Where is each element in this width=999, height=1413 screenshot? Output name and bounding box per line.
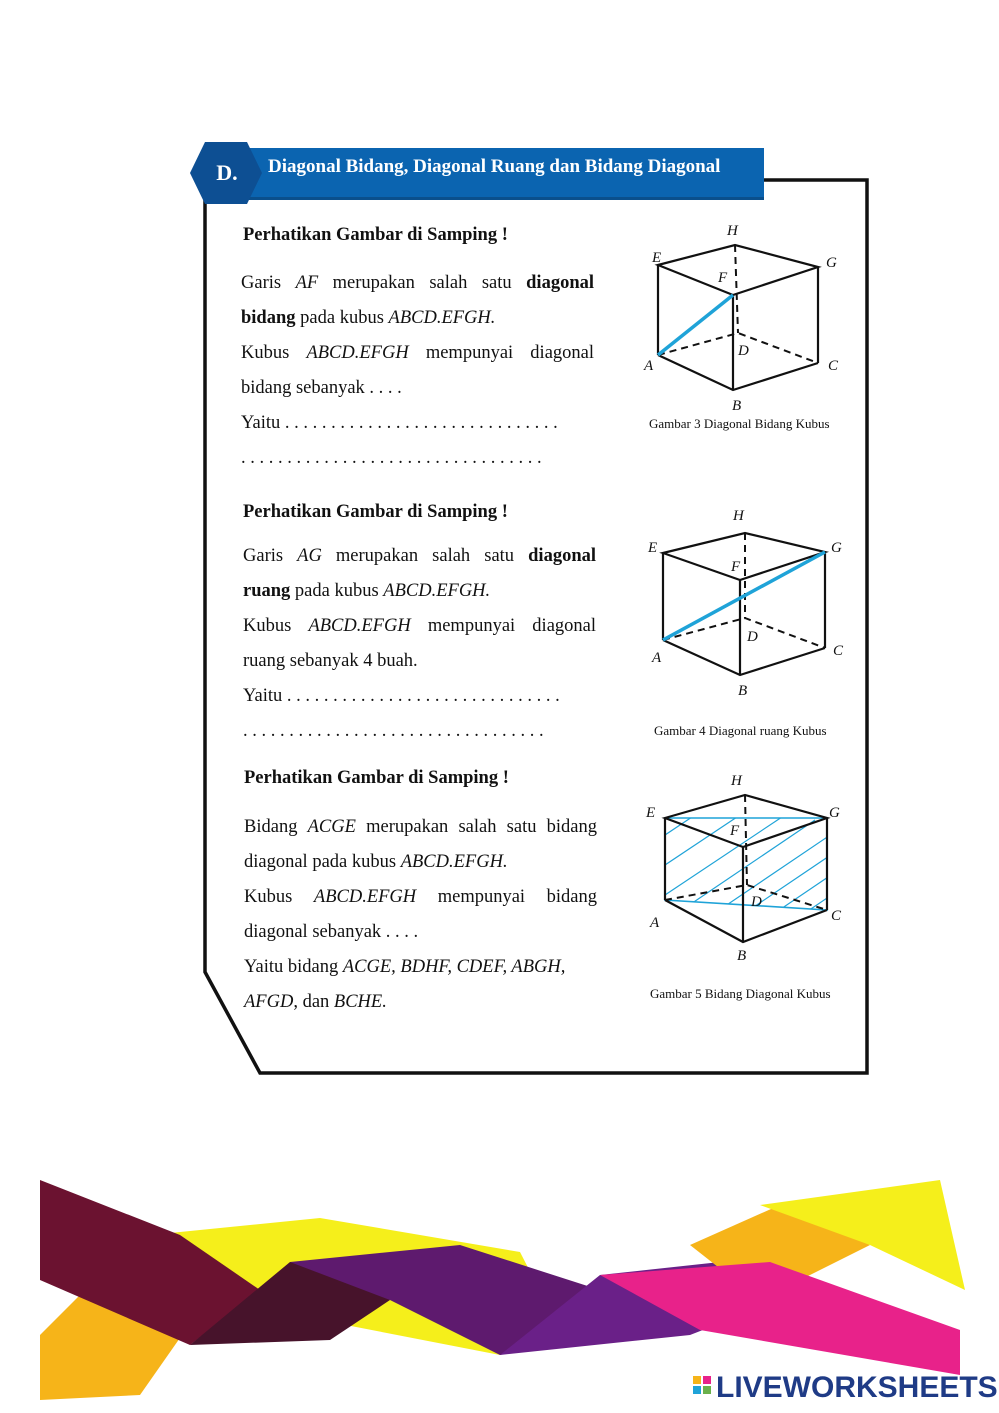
face-diagonal-af [658,295,733,355]
vertex-label-a: A [644,358,654,374]
text-line: diagonal pada kubus ABCD.EFGH. [244,852,508,872]
vertex-label-f: F [731,559,741,575]
logo-mark-icon [693,1376,711,1394]
vertex-label-b: B [738,683,748,699]
figure-caption: Gambar 4 Diagonal ruang Kubus [654,723,827,738]
text-line: Garis AF merupakan salah satu diagonal [241,273,594,293]
vertex-label-h: H [731,773,742,789]
vertex-label-e: E [652,250,662,266]
space-diagonal-ag [663,552,825,640]
vertex-label-a: A [650,915,660,931]
section-heading: Perhatikan Gambar di Samping ! [243,502,508,522]
text-line: Kubus ABCD.EFGH mempunyai bidang [244,887,597,907]
text-line: AFGD, dan BCHE. [244,992,387,1012]
text-line: diagonal sebanyak . . . . [244,922,419,942]
text-line: bidang pada kubus ABCD.EFGH. [241,308,496,328]
section-face-diagonal [243,218,594,476]
liveworksheets-logo[interactable]: LIVEWORKSHEETS [716,1371,998,1404]
vertex-label-c: C [833,643,844,659]
section-badge-label: D. [216,160,238,185]
vertex-label-f: F [718,270,728,286]
vertex-label-d: D [751,894,762,910]
text-line: ruang pada kubus ABCD.EFGH. [243,581,491,601]
section-heading: Perhatikan Gambar di Samping ! [244,768,509,788]
text-line: Kubus ABCD.EFGH mempunyai diagonal [243,616,597,636]
text-line: Bidang ACGE merupakan salah satu bidang [244,817,597,837]
cube-figure-space-diagonal [635,500,865,705]
section-space-diagonal [243,495,596,749]
vertex-label-h: H [733,508,744,524]
vertex-label-d: D [747,629,758,645]
vertex-label-e: E [646,805,656,821]
vertex-label-g: G [829,805,840,821]
text-line: Garis AG merupakan salah satu diagonal [243,546,596,566]
answer-blank[interactable]: . . . . . . . . . . . . . . . . . . . . . . . . . . . . . . . . . [243,721,544,741]
vertex-label-b: B [732,398,742,414]
text-line: Kubus ABCD.EFGH mempunyai diagonal [241,343,595,363]
vertex-label-g: G [831,540,842,556]
vertex-label-g: G [826,255,837,271]
vertex-label-c: C [828,358,839,374]
vertex-label-h: H [727,223,738,239]
section-diagonal-plane [244,761,597,1020]
section-title: Diagonal Bidang, Diagonal Ruang dan Bidang Diagonal [268,156,721,177]
vertex-label-d: D [738,343,749,359]
cube-figure-diagonal-plane [635,765,865,970]
answer-blank[interactable]: . . . . . . . . . . . . . . . . . . . . . . . . . . . . . . . . . [241,448,542,468]
answer-blank[interactable]: Yaitu . . . . . . . . . . . . . . . . . . . . . . . . . . . . . . [241,413,558,433]
vertex-label-c: C [831,908,842,924]
figure-caption: Gambar 5 Bidang Diagonal Kubus [650,986,831,1001]
text-line: bidang sebanyak . . . . [241,378,402,398]
text-line: Yaitu bidang ACGE, BDHF, CDEF, ABGH, [244,957,566,977]
figure-caption: Gambar 3 Diagonal Bidang Kubus [649,416,830,431]
text-line: ruang sebanyak 4 buah. [243,651,418,671]
decorative-ribbons [40,1180,965,1400]
section-heading: Perhatikan Gambar di Samping ! [243,225,508,245]
vertex-label-b: B [737,948,747,964]
cube-figure-face-diagonal [630,215,860,415]
vertex-label-e: E [648,540,658,556]
answer-blank[interactable]: Yaitu . . . . . . . . . . . . . . . . . . . . . . . . . . . . . . [243,686,560,706]
vertex-label-a: A [652,650,662,666]
vertex-label-f: F [730,823,740,839]
